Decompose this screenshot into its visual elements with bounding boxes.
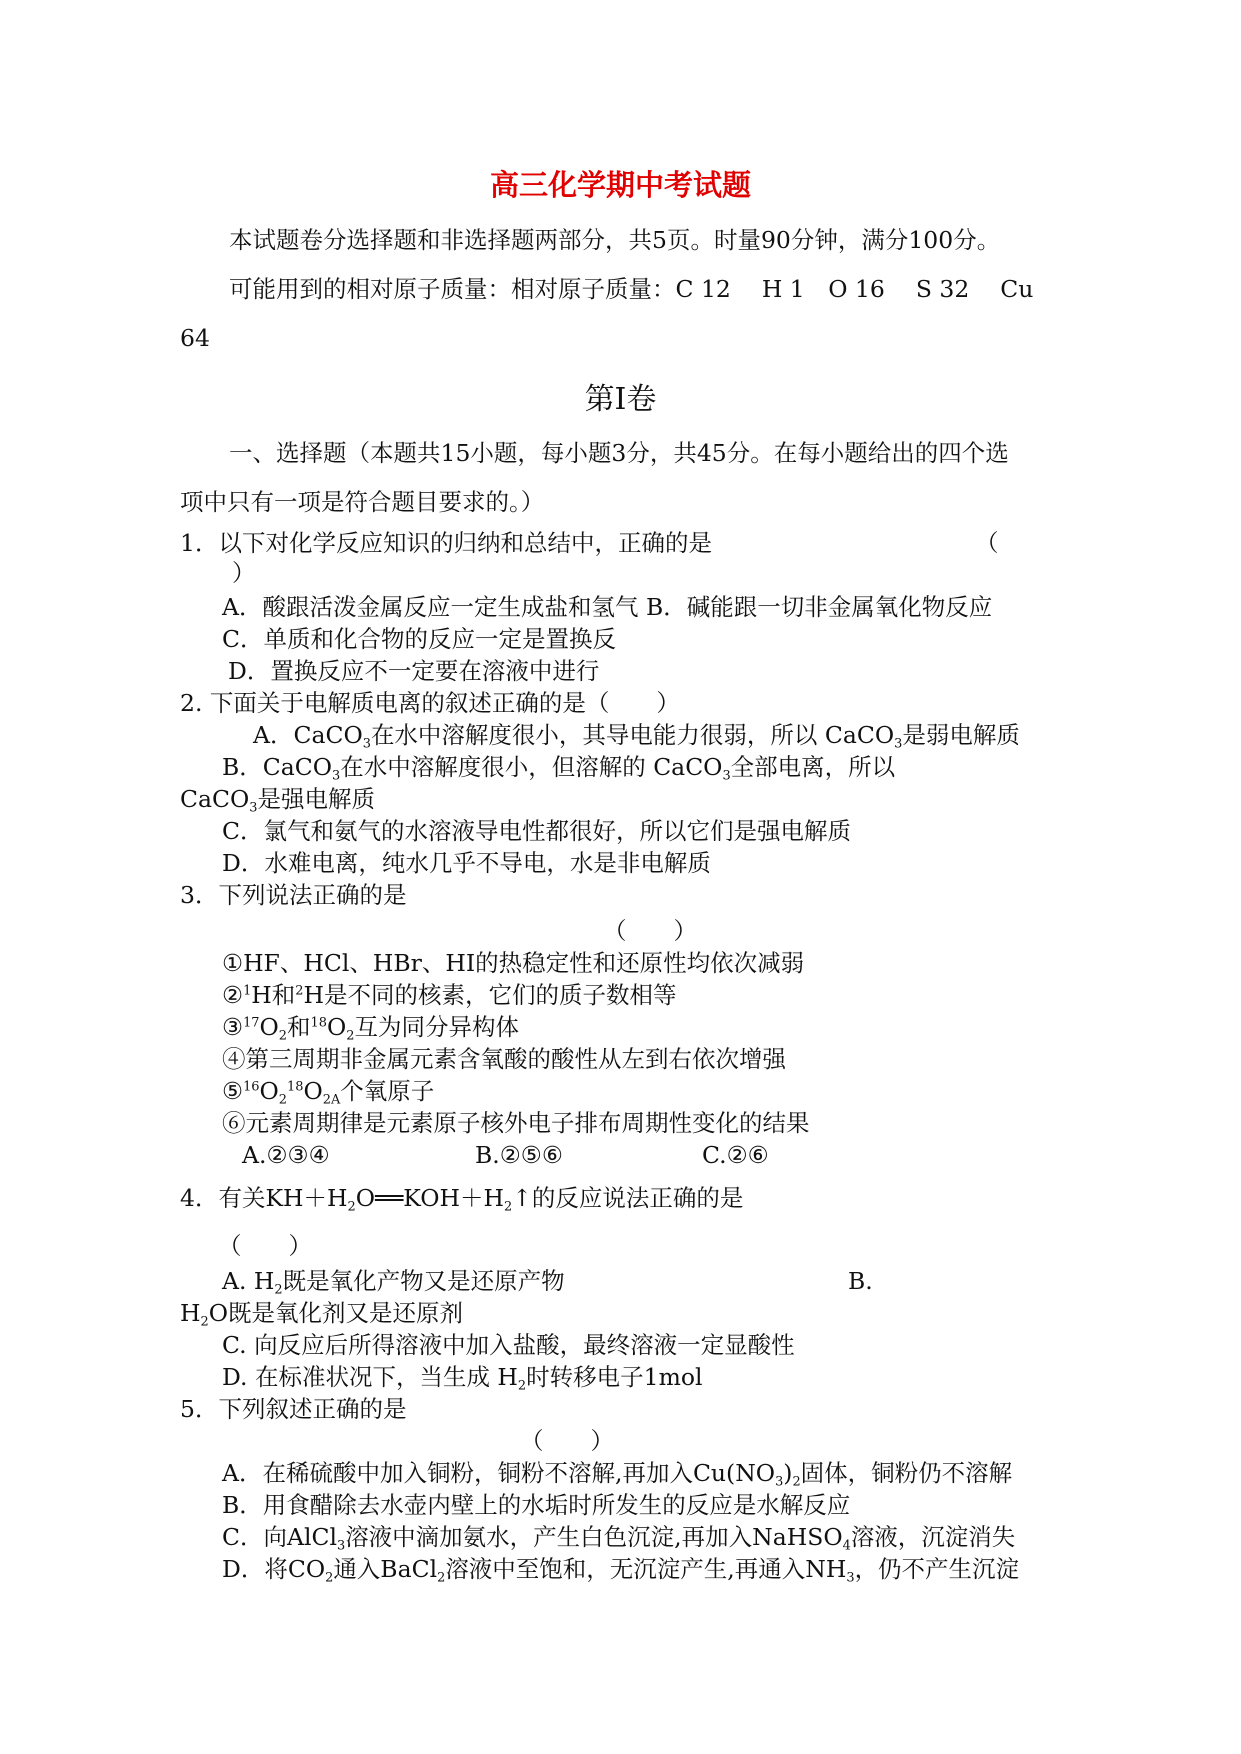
question-3-statement-1: ①HF、HCl、HBr、HI的热稳定性和还原性均依次减弱 <box>222 949 805 977</box>
question-4-stem: 4．有关$KH+H_2O══KOH+H_2↑$的反应说法正确的是 <box>180 1184 744 1215</box>
question-3-statement-3: $③^{17}O_2$和$^{18}O_2$互为同分异构体 <box>222 1013 519 1044</box>
question-5-stem: 5．下列叙述正确的是 <box>180 1395 407 1423</box>
question-2-option-b-wrap: CaCO$_3$是强电解质 <box>180 785 375 816</box>
answer-paren: （ ） <box>218 1232 312 1260</box>
question-1-option-c: C．单质和化合物的反应一定是置换反 <box>222 625 616 653</box>
question-2-option-c: C．氯气和氨气的水溶液导电性都很好，所以它们是强电解质 <box>222 817 851 845</box>
question-3-option-b: B.②⑤⑥ <box>475 1141 563 1169</box>
atomic-mass-wrap: 64 <box>180 324 210 352</box>
part-instructions: 一、选择题（本题共15小题，每小题3分，共45分。在每小题给出的四个选 <box>229 439 1009 467</box>
question-4-option-a: A. $H_2$既是氧化产物又是还原产物 <box>222 1267 565 1298</box>
question-1-options-ab: A．酸跟活泼金属反应一定生成盐和氢气 B．碱能跟一切非金属氧化物反应 <box>222 593 993 621</box>
question-5-option-b: B．用食醋除去水壶内壁上的水垢时所发生的反应是水解反应 <box>222 1491 851 1519</box>
question-3-option-a: A.②③④ <box>242 1141 330 1169</box>
answer-paren-open: （ <box>975 529 999 557</box>
part-instructions-wrap: 项中只有一项是符合题目要求的。） <box>180 488 545 516</box>
question-1-stem: 1．以下对化学反应知识的归纳和总结中，正确的是 <box>180 529 712 557</box>
question-5-option-d: D．将$CO_2$通入BaCl$_2$溶液中至饱和，无沉淀产生,再通入$NH_3$，仍不产生沉淀 <box>222 1555 1020 1586</box>
question-5-option-c: C．向AlCl$_3$溶液中滴加氨水，产生白色沉淀,再加入NaHSO$_4$溶液，沉淀消失 <box>222 1523 1016 1554</box>
question-3-stem: 3．下列说法正确的是 <box>180 881 407 909</box>
question-2-option-b: B．CaCO$_3$在水中溶解度很小，但溶解的 CaCO$_3$全部电离，所以 <box>222 753 896 784</box>
question-4-option-d: D. 在标准状况下，当生成 $H_2$时转移电子1mol <box>222 1363 703 1394</box>
answer-paren: （ ） <box>520 1427 614 1455</box>
exam-title: 高三化学期中考试题 <box>489 168 751 202</box>
answer-paren-close: ） <box>232 559 256 587</box>
question-1-option-d: D．置换反应不一定要在溶液中进行 <box>228 657 600 685</box>
question-3-statement-5: $⑤^{16}O_2^{18}O_{2A}$个氧原子 <box>222 1077 435 1108</box>
atomic-mass-line: 可能用到的相对原子质量：相对原子质量：C 12 H 1 O 16 S 32 Cu <box>229 275 1034 303</box>
answer-paren: （ ） <box>603 917 697 945</box>
question-3-statement-6: ⑥元素周期律是元素原子核外电子排布周期性变化的结果 <box>222 1109 810 1137</box>
question-2-option-a: A．CaCO$_3$在水中溶解度很小，其导电能力很弱，所以 CaCO$_3$是弱电解质 <box>253 721 1020 752</box>
question-2-stem: 2. 下面关于电解质电离的叙述正确的是（ ） <box>180 689 680 717</box>
question-3-option-c: C.②⑥ <box>702 1141 769 1169</box>
intro-line: 本试题卷分选择题和非选择题两部分，共5页。时量90分钟，满分100分。 <box>229 226 1001 254</box>
question-2-option-d: D．水难电离，纯水几乎不导电，水是非电解质 <box>222 849 711 877</box>
question-3-statement-2: ②$^1$H和$^2$H是不同的核素，它们的质子数相等 <box>222 981 677 1009</box>
question-4-option-c: C. 向反应后所得溶液中加入盐酸，最终溶液一定显酸性 <box>222 1331 795 1359</box>
question-4-option-b-label: B. <box>848 1267 873 1295</box>
question-4-option-b: $H_2O$既是氧化剂又是还原剂 <box>180 1299 463 1330</box>
question-5-option-a: A．在稀硫酸中加入铜粉，铜粉不溶解,再加入$Cu(NO_3)_2$固体，铜粉仍不溶解 <box>222 1459 1013 1490</box>
question-3-statement-4: ④第三周期非金属元素含氧酸的酸性从左到右依次增强 <box>222 1045 786 1073</box>
section-title: 第I卷 <box>584 382 657 417</box>
